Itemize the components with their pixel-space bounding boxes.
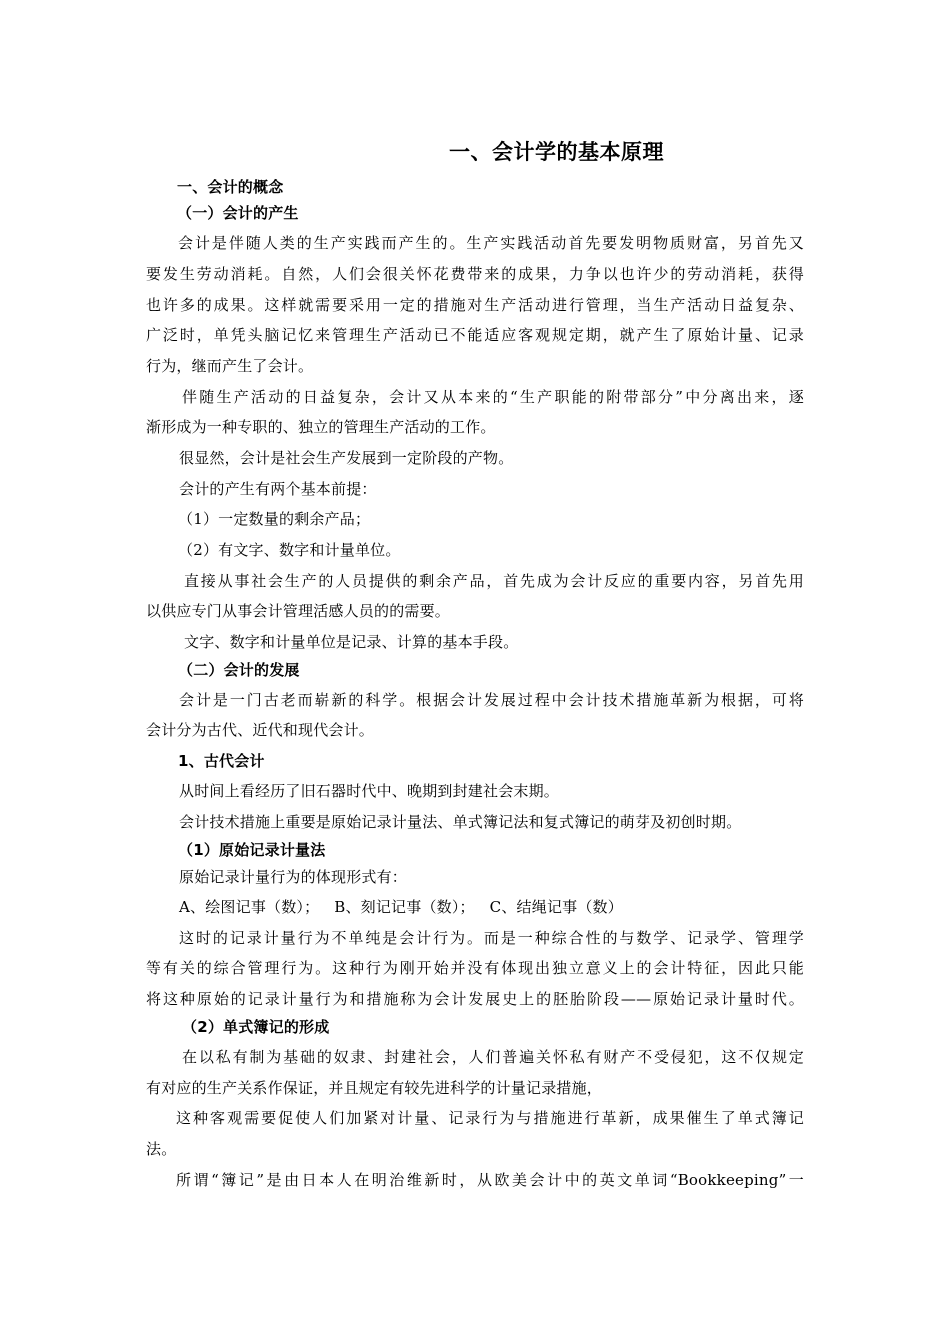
paragraph-line: 这种客观需要促使人们加紧对计量、记录行为与措施进行革新，成果催生了单式簿记 <box>176 1109 804 1127</box>
paragraph-line: 也许多的成果。这样就需要采用一定的措施对生产活动进行管理，当生产活动日益复杂、 <box>146 296 804 314</box>
subsection-heading: （2）单式簿记的形成 <box>182 1018 330 1036</box>
list-item: （2）有文字、数字和计量单位。 <box>178 541 401 559</box>
subsection-heading: （二）会计的发展 <box>178 661 300 679</box>
paragraph-line: 会计是一门古老而崭新的科学。根据会计发展过程中会计技术措施革新为根据，可将 <box>179 691 804 709</box>
paragraph-line: 行为，继而产生了会计。 <box>146 357 314 375</box>
paragraph-line: 直接从事社会生产的人员提供的剩余产品，首先成为会计反应的重要内容，另首先用 <box>184 572 804 590</box>
paragraph-line: 所谓“簿记”是由日本人在明治维新时，从欧美会计中的英文单词“Bookkeeping”一 <box>176 1171 804 1189</box>
subsection-heading: （1）原始记录计量法 <box>178 841 326 859</box>
paragraph-line: 这时的记录计量行为不单纯是会计行为。而是一种综合性的与数学、记录学、管理学 <box>179 929 804 947</box>
paragraph-line: 将这种原始的记录计量行为和措施称为会计发展史上的胚胎阶段——原始记录计量时代。 <box>146 990 804 1008</box>
paragraph-line: 很显然，会计是社会生产发展到一定阶段的产物。 <box>179 449 514 467</box>
subsection-heading: 1、古代会计 <box>178 752 265 770</box>
list-item: （1）一定数量的剩余产品； <box>178 510 371 528</box>
paragraph-line: 会计的产生有两个基本前提： <box>179 480 377 498</box>
paragraph-line: 法。 <box>146 1140 177 1158</box>
paragraph-line: 要发生劳动消耗。自然，人们会很关怀花费带来的成果，力争以也许少的劳动消耗，获得 <box>146 265 804 283</box>
paragraph-line: 会计技术措施上重要是原始记录计量法、单式簿记法和复式簿记的萌芽及初创时期。 <box>179 813 742 831</box>
paragraph-line: 原始记录计量行为的体现形式有： <box>179 868 408 886</box>
paragraph-line: 等有关的综合管理行为。这种行为刚开始并没有体现出独立意义上的会计特征，因此只能 <box>146 959 804 977</box>
paragraph-line: 伴随生产活动的日益复杂，会计又从本来的“生产职能的附带部分”中分离出来，逐 <box>182 388 804 406</box>
paragraph-line: 从时间上看经历了旧石器时代中、晚期到封建社会末期。 <box>179 782 560 800</box>
paragraph-line: 以供应专门从事会计管理活感人员的的需要。 <box>146 602 451 620</box>
paragraph-line: 文字、数字和计量单位是记录、计算的基本手段。 <box>184 633 519 651</box>
paragraph-line: 有对应的生产关系作保证，并且规定有较先进科学的计量记录措施， <box>146 1079 603 1097</box>
list-item: A、绘图记事（数）； B、刻记记事（数）； C、结绳记事（数） <box>179 898 623 916</box>
section-heading: 一、会计的概念 <box>177 178 284 196</box>
subsection-heading: （一）会计的产生 <box>177 204 299 222</box>
paragraph-line: 在以私有制为基础的奴隶、封建社会，人们普遍关怀私有财产不受侵犯，这不仅规定 <box>182 1048 804 1066</box>
page-title: 一、会计学的基本原理 <box>449 140 664 164</box>
paragraph-line: 渐形成为一种专职的、独立的管理生产活动的工作。 <box>146 418 496 436</box>
paragraph-line: 广泛时，单凭头脑记忆来管理生产活动已不能适应客观规定期，就产生了原始计量、记录 <box>146 326 804 344</box>
paragraph-line: 会计分为古代、近代和现代会计。 <box>146 721 375 739</box>
paragraph-line: 会计是伴随人类的生产实践而产生的。生产实践活动首先要发明物质财富，另首先又 <box>178 234 804 252</box>
